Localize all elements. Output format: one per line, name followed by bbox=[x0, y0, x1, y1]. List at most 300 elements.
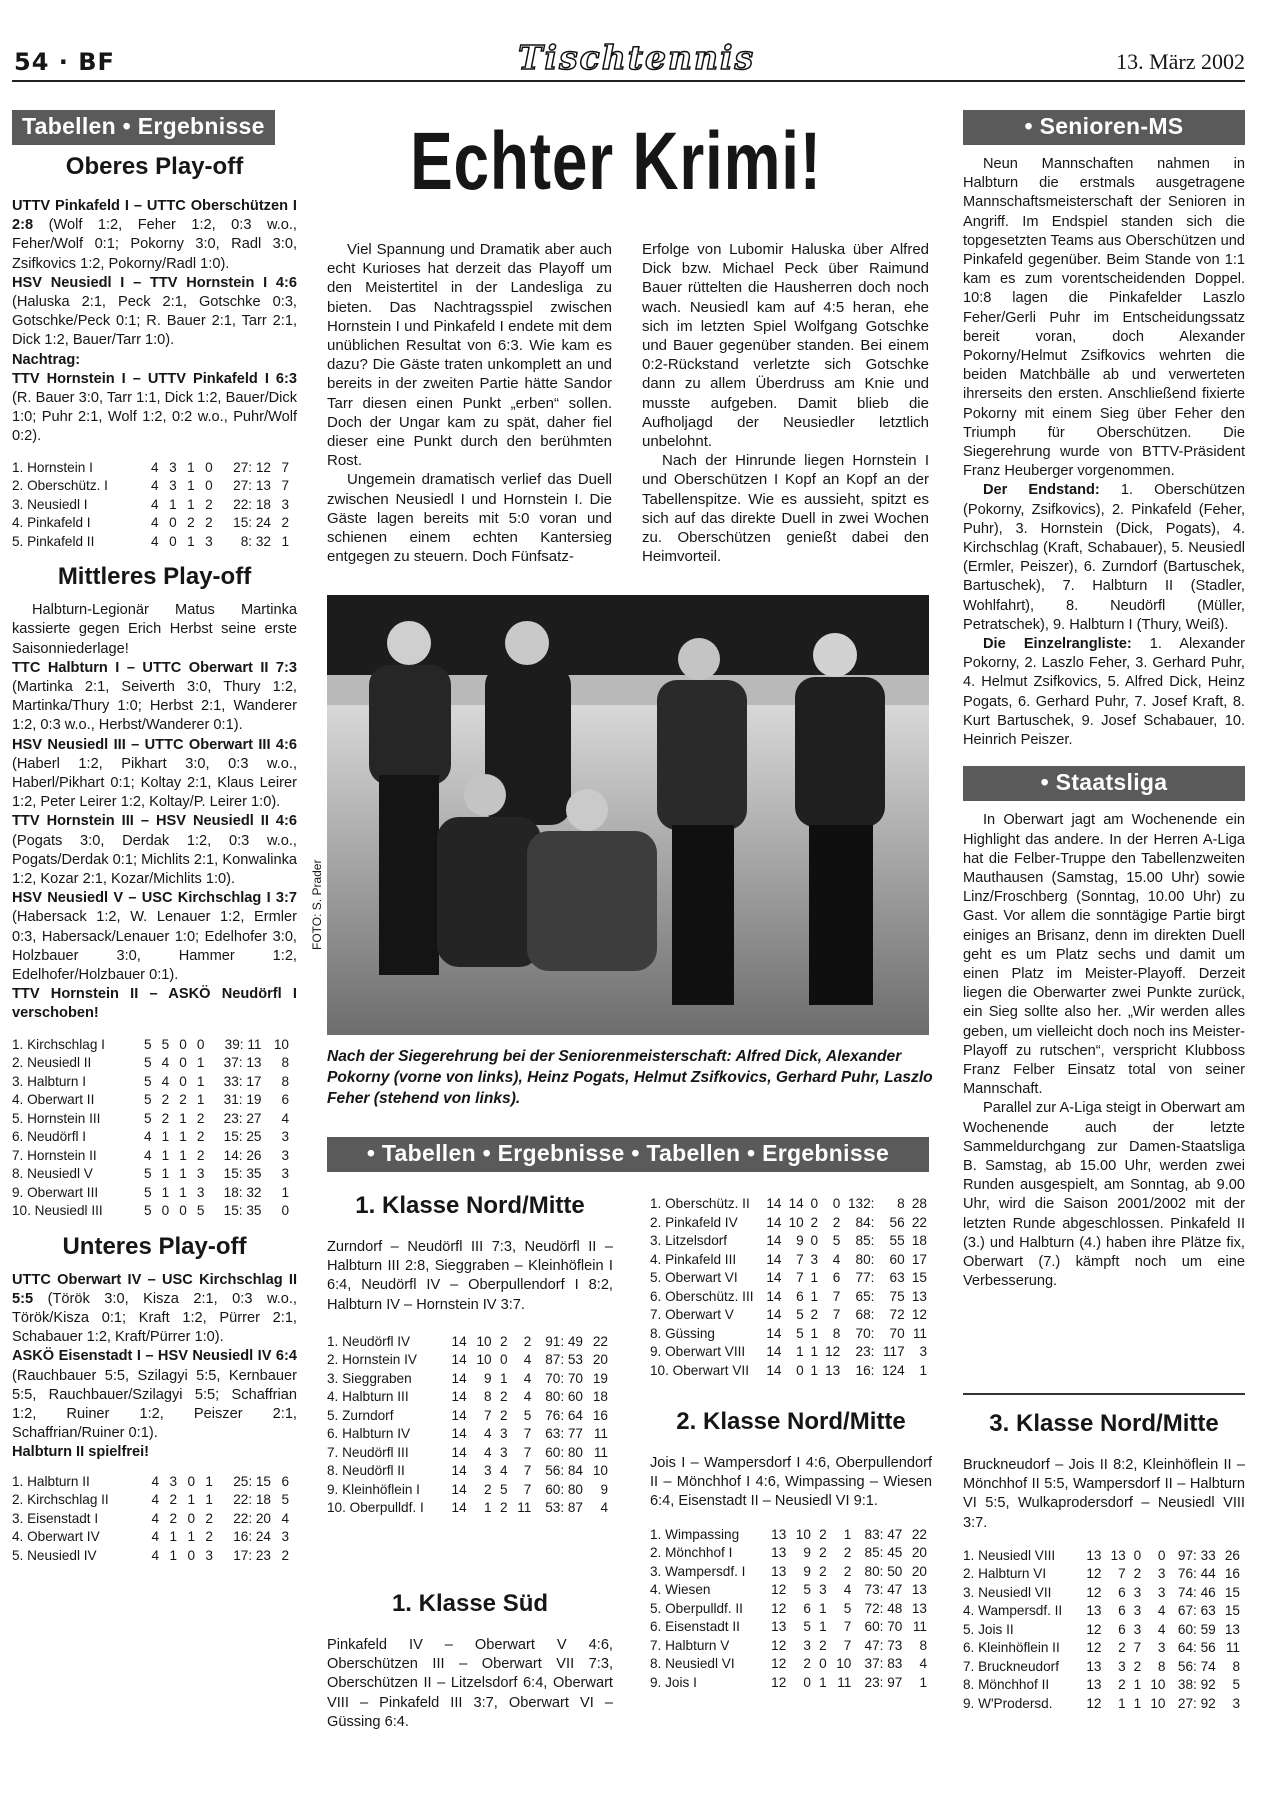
stat-cell: 2 bbox=[205, 496, 213, 512]
stat-cell: 4 bbox=[500, 1463, 508, 1479]
stat-cell: 132: bbox=[847, 1196, 875, 1211]
stat-cell: 4 bbox=[484, 1426, 492, 1442]
stat-cell: 1 bbox=[819, 1674, 827, 1690]
stat-cell: 1 bbox=[179, 1147, 187, 1163]
stat-cell: 5 bbox=[281, 1492, 289, 1508]
table-row bbox=[963, 1584, 1243, 1603]
stat-cell: 2 bbox=[169, 1510, 178, 1526]
stat-cell: 20 bbox=[592, 1352, 608, 1368]
stat-cell: 47: 73 bbox=[864, 1637, 903, 1653]
sued-title: 1. Klasse Süd bbox=[391, 1590, 549, 1617]
stat-cell: 72: 48 bbox=[864, 1600, 903, 1616]
staatsliga-paragraph: In Oberwart jagt am Wochenende ein Highlight das andere. In der Herren A-Liga hat die Felber-Truppe den Tabellenzweiten Mauthausen (Samstag, 15.00 Uhr) sowie Linz/Froschberg (Sonntag, 10.00 Uhr) zu Gast. Vor allem die sonntägige Partie birgt einiges an Brisanz, denn im direkten Duell geht es um Platz sechs und damit um einen Platz im Meister-Playoff. Derzeit liegen die Oberwarter zwei Punkte zurück, ein Sieg sollte also her. „Wir werden alles geben, um vielleicht doch noch ins Meister-Playoff zu rutschen“, verspricht Klubboss Franz Felber Einsatz total von seiner Mannschaft. bbox=[963, 812, 1245, 1098]
table-row bbox=[12, 1165, 292, 1184]
table-row bbox=[650, 1637, 930, 1656]
right-rule bbox=[963, 1393, 1245, 1395]
stat-cell: 8: 32 bbox=[240, 533, 271, 549]
team-name: 5. Oberpulldf. II bbox=[650, 1600, 743, 1616]
stat-cell: 2 bbox=[819, 1563, 827, 1579]
stat-cell: 12 bbox=[1086, 1621, 1102, 1637]
stat-cell: 1 bbox=[196, 1055, 205, 1071]
stat-cell: 0 bbox=[832, 1196, 841, 1211]
table-row bbox=[650, 1214, 930, 1233]
team-name: 9. Jois I bbox=[650, 1674, 697, 1690]
senioren-bar: • Senioren-MS bbox=[963, 110, 1245, 145]
stat-cell: 1 bbox=[1133, 1677, 1142, 1693]
feature-paragraph: Viel Spannung und Dramatik aber auch echt Kurioses hat derzeit das Playoff um den Meistertitel in der Landesliga zu bieten. Das Nachtragsspiel zwischen Hornstein I und Pinkafeld I endete mit dem unüblichen Resultat von 6:3. Wie kam es dazu? Die Gäste traten unkomplett an und bereits in der zweiten Partie hätte Sandor Tarr diesen einen Punkt „erben“ sollen. Doch der Ungar kam zu spät, daher fiel dieser eine Punkt durch den berühmten Rost. bbox=[327, 241, 612, 470]
stat-cell: 3 bbox=[1133, 1584, 1142, 1600]
stat-cell: 4 bbox=[919, 1656, 927, 1672]
stat-cell: 13 bbox=[771, 1619, 787, 1635]
team-name: 7. Oberwart V bbox=[650, 1307, 734, 1322]
stat-cell: 2 bbox=[484, 1481, 492, 1497]
team-name: 8. Neusiedl VI bbox=[650, 1656, 735, 1672]
stat-cell: 1 bbox=[819, 1619, 827, 1635]
stat-cell: 14 bbox=[451, 1352, 467, 1368]
result-text: (Rauchbauer 5:5, Szilagyi 5:5, Kernbauer 5:5, Rauchbauer/Szilagyi 5:5; Schaffrian 1:2, Ruiner 1:2, Peiszer 2:1, Schaffrian/Ruiner 0:1). bbox=[12, 1367, 297, 1442]
team-name: 8. Neudörfl II bbox=[327, 1463, 405, 1479]
stat-cell: 0 bbox=[810, 1196, 818, 1211]
stat-cell: 70: 70 bbox=[545, 1370, 583, 1386]
stat-cell: 7 bbox=[523, 1481, 532, 1497]
stat-cell: 2 bbox=[819, 1545, 827, 1561]
team-name: 6. Eisenstadt II bbox=[650, 1619, 740, 1635]
stat-cell: 85: bbox=[855, 1233, 875, 1248]
team-name: 4. Pinkafeld I bbox=[12, 515, 91, 531]
stat-cell: 4 bbox=[1157, 1603, 1166, 1619]
stat-cell: 2 bbox=[1133, 1658, 1142, 1674]
stat-cell: 4 bbox=[151, 478, 159, 494]
stat-cell: 2 bbox=[810, 1214, 818, 1230]
stat-cell: 74: 46 bbox=[1177, 1584, 1216, 1600]
table-row bbox=[12, 1110, 292, 1129]
stat-cell: 12 bbox=[771, 1600, 787, 1616]
team-name: 4. Wampersdf. II bbox=[963, 1603, 1063, 1619]
stat-cell: 12 bbox=[1086, 1584, 1102, 1600]
table-row bbox=[327, 1407, 611, 1426]
stat-cell: 4 bbox=[151, 533, 159, 549]
stat-cell: 14 bbox=[451, 1444, 467, 1460]
stat-cell: 4 bbox=[151, 459, 159, 475]
right-column bbox=[963, 110, 1245, 1291]
photo-credit: FOTO: S. Prader bbox=[310, 859, 324, 950]
stat-cell: 15 bbox=[911, 1270, 927, 1285]
stat-cell: 1 bbox=[819, 1600, 827, 1616]
left-section-bar: Tabellen • Ergebnisse bbox=[12, 110, 275, 145]
table-row bbox=[327, 1370, 611, 1389]
table-row bbox=[12, 1073, 292, 1092]
stat-cell: 12 bbox=[1086, 1695, 1102, 1711]
stat-cell: 0 bbox=[169, 533, 177, 549]
stat-cell: 15: 24 bbox=[233, 515, 271, 531]
stat-cell: 97: 33 bbox=[1177, 1547, 1216, 1563]
stat-cell: 14 bbox=[788, 1196, 804, 1211]
table-row bbox=[650, 1195, 930, 1214]
stat-cell: 16: 24 bbox=[233, 1529, 271, 1545]
stat-cell: 12 bbox=[1086, 1640, 1102, 1656]
team-name: 4. Halbturn III bbox=[327, 1389, 409, 1405]
stat-cell: 25: 15 bbox=[233, 1473, 271, 1489]
stat-cell: 16: bbox=[855, 1362, 875, 1378]
stat-cell: 7 bbox=[523, 1463, 532, 1479]
stat-cell: 1 bbox=[161, 1184, 170, 1200]
stat-cell: 60: 59 bbox=[1177, 1621, 1216, 1637]
stat-cell: 5 bbox=[143, 1036, 152, 1052]
stat-cell: 0 bbox=[179, 1073, 187, 1089]
stat-cell: 1 bbox=[179, 1129, 187, 1145]
stat-cell: 1 bbox=[843, 1526, 852, 1542]
stat-cell: 6 bbox=[281, 1473, 289, 1489]
team-name: 6. Oberschütz. III bbox=[650, 1288, 754, 1304]
stat-cell: 1 bbox=[187, 1529, 196, 1545]
stat-cell: 13 bbox=[911, 1288, 927, 1304]
stat-cell: 11 bbox=[517, 1500, 532, 1516]
stat-cell: 27: 92 bbox=[1177, 1695, 1216, 1711]
team-name: 2. Neusiedl II bbox=[12, 1055, 92, 1071]
stat-cell: 5 bbox=[143, 1110, 152, 1126]
team-name: 10. Oberwart VII bbox=[650, 1362, 749, 1378]
stat-cell: 8 bbox=[919, 1637, 927, 1653]
stat-cell: 1 bbox=[810, 1325, 818, 1341]
stat-cell: 13 bbox=[1224, 1621, 1240, 1637]
stat-cell: 80: bbox=[855, 1251, 875, 1267]
table-row bbox=[12, 477, 292, 496]
table-row bbox=[650, 1362, 930, 1381]
stat-cell: 7 bbox=[1118, 1566, 1126, 1582]
stat-cell: 1 bbox=[810, 1362, 818, 1378]
issue-date: 13. März 2002 bbox=[1116, 49, 1245, 74]
nord2-results: Jois I – Wampersdorf I 4:6, Oberpullendorf II – Mönchhof I 4:6, Wimpassing – Wiesen 6:4, Eisenstadt II – Neusiedl VI 9:1. bbox=[650, 1455, 932, 1510]
team-name: 4. Oberwart II bbox=[12, 1092, 95, 1108]
stat-cell: 15 bbox=[1224, 1584, 1240, 1600]
stat-cell: 1 bbox=[500, 1370, 508, 1386]
senioren-paragraph: Neun Mannschaften nahmen in Halbturn die erstmals ausgetragene Mannschaftsmeisterschaft der Senioren in Angriff. Im Endspiel standen sich die topgesetzten Teams aus Oberschützen und Pinkafeld gegenüber. Beim Stande von 1:1 kam es zum vorentscheidenden Doppel. 10:8 lagen die Pinkafelder Laszlo Feher/Gerli Puhr im Entscheidungssatz bereit voran, doch Alexander Pokorny/Helmut Zsifkovics wehrten die beiden Matchbälle ab und verwerteten ihrerseits den ersten. Anschließend fixierte Pokorny mit einem Sieg über Feher den Triumph für Oberschützen. Die Siegerehrung wurde von BTTV-Präsident Franz Heuberger vorgenommen. bbox=[963, 156, 1245, 480]
table-row bbox=[327, 1499, 611, 1518]
stat-cell: 2 bbox=[1118, 1640, 1126, 1656]
stat-cell: 0 bbox=[205, 459, 213, 475]
stat-cell: 83: 47 bbox=[864, 1526, 903, 1542]
oberes-table bbox=[12, 459, 292, 552]
stat-cell: 1 bbox=[161, 1166, 170, 1182]
nord2-block bbox=[650, 1408, 932, 1692]
stat-cell: 1 bbox=[810, 1288, 818, 1304]
team-name: 8. Mönchhof II bbox=[963, 1677, 1050, 1693]
stat-cell: 63: 77 bbox=[545, 1426, 583, 1442]
stat-cell: 0 bbox=[819, 1656, 827, 1672]
stat-cell: 13 bbox=[825, 1362, 841, 1378]
team-name: 2. Hornstein IV bbox=[327, 1352, 417, 1368]
sued-table bbox=[650, 1195, 930, 1380]
table-row bbox=[12, 459, 292, 478]
stat-cell: 2 bbox=[205, 515, 213, 531]
table-row bbox=[12, 1147, 292, 1166]
stat-cell: 14 bbox=[766, 1307, 782, 1322]
stat-cell: 2 bbox=[196, 1129, 205, 1145]
team-name: 4. Wiesen bbox=[650, 1582, 711, 1598]
stat-cell: 1 bbox=[187, 478, 195, 494]
stat-cell: 5 bbox=[143, 1203, 152, 1219]
nord3-title: 3. Klasse Nord/Mitte bbox=[989, 1410, 1219, 1437]
stat-cell: 12 bbox=[825, 1344, 841, 1359]
stat-cell: 0 bbox=[187, 1473, 196, 1489]
stat-cell: 14 bbox=[766, 1288, 782, 1304]
stat-cell: 14 bbox=[451, 1407, 467, 1423]
team-name: 6. Kleinhöflein II bbox=[963, 1640, 1060, 1656]
team-name: 3. Halbturn I bbox=[12, 1073, 87, 1089]
team-name: 7. Bruckneudorf bbox=[963, 1658, 1059, 1674]
sued-block bbox=[327, 1590, 613, 1732]
mittleres-intro: Halbturn-Legionär Matus Martinka kassierte gegen Erich Herbst seine erste Saisonniederlage! bbox=[12, 602, 297, 657]
table-row bbox=[12, 1128, 292, 1147]
stat-cell: 1 bbox=[169, 1547, 178, 1563]
stat-cell: 2 bbox=[169, 1492, 178, 1508]
stat-cell: 1 bbox=[187, 533, 195, 549]
team-name: 4. Oberwart IV bbox=[12, 1529, 100, 1545]
page-number: 54 · BF bbox=[14, 48, 115, 76]
stat-cell: 5 bbox=[143, 1073, 152, 1089]
stat-cell: 14 bbox=[766, 1251, 782, 1267]
stat-cell: 73: 47 bbox=[864, 1582, 903, 1598]
stat-cell: 14 bbox=[766, 1270, 782, 1285]
team-name: 5. Zurndorf bbox=[327, 1407, 394, 1423]
stat-cell: 4 bbox=[151, 1492, 160, 1508]
stat-cell: 1 bbox=[179, 1110, 187, 1126]
stat-cell: 64: 56 bbox=[1177, 1640, 1216, 1656]
stat-cell: 3 bbox=[819, 1582, 827, 1598]
table-row bbox=[327, 1388, 611, 1407]
table-row bbox=[650, 1655, 930, 1674]
stat-cell: 10 bbox=[476, 1333, 492, 1349]
stat-cell: 13 bbox=[911, 1600, 927, 1616]
result-heading: HSV Neusiedl III – UTTC Oberwart III 4:6 bbox=[12, 736, 297, 753]
stat-cell: 75 bbox=[889, 1288, 905, 1304]
stat-cell: 4 bbox=[523, 1370, 532, 1386]
stat-cell: 11 bbox=[912, 1325, 927, 1341]
table-row bbox=[12, 1547, 292, 1566]
stat-cell: 2 bbox=[187, 515, 195, 531]
team-name: 1. Halbturn II bbox=[12, 1473, 90, 1489]
stat-cell: 23: 97 bbox=[864, 1674, 903, 1690]
stat-cell: 7 bbox=[832, 1288, 841, 1304]
stat-cell: 5 bbox=[803, 1582, 811, 1598]
stat-cell: 3 bbox=[281, 1147, 289, 1163]
stat-cell: 3 bbox=[281, 496, 289, 512]
table-row bbox=[12, 533, 292, 552]
stat-cell: 4 bbox=[832, 1251, 841, 1267]
stat-cell: 6 bbox=[796, 1288, 804, 1304]
stat-cell: 7 bbox=[484, 1407, 492, 1423]
stat-cell: 2 bbox=[1133, 1566, 1142, 1582]
stat-cell: 10 bbox=[836, 1656, 852, 1672]
team-name: 1. Kirchschlag I bbox=[12, 1036, 105, 1052]
stat-cell: 1 bbox=[187, 459, 195, 475]
stat-cell: 1 bbox=[187, 1492, 196, 1508]
table-row bbox=[327, 1462, 611, 1481]
stat-cell: 2 bbox=[819, 1637, 827, 1653]
team-name: 3. Sieggraben bbox=[327, 1370, 412, 1386]
stat-cell: 16 bbox=[1224, 1566, 1240, 1582]
result-heading: TTV Hornstein I – UTTV Pinkafeld I 6:3 bbox=[12, 370, 297, 387]
stat-cell: 4 bbox=[1157, 1621, 1166, 1637]
team-name: 7. Hornstein II bbox=[12, 1147, 97, 1163]
stat-cell: 91: 49 bbox=[545, 1333, 583, 1349]
stat-cell: 2 bbox=[196, 1110, 205, 1126]
stat-cell: 1 bbox=[179, 1166, 187, 1182]
stat-cell: 8 bbox=[281, 1055, 289, 1071]
table-row bbox=[650, 1343, 930, 1362]
stat-cell: 4 bbox=[281, 1510, 289, 1526]
stat-cell: 14 bbox=[766, 1344, 782, 1359]
nord2-title: 2. Klasse Nord/Mitte bbox=[676, 1408, 906, 1435]
stat-cell: 1 bbox=[281, 533, 289, 549]
section-title: Tischtennis bbox=[518, 38, 756, 77]
stat-cell: 3 bbox=[281, 1166, 289, 1182]
team-name: 9. Oberwart III bbox=[12, 1184, 99, 1200]
stat-cell: 1 bbox=[1133, 1695, 1142, 1711]
table-row bbox=[963, 1547, 1243, 1566]
nord3-block bbox=[963, 1410, 1245, 1713]
stat-cell: 9 bbox=[803, 1545, 811, 1561]
stat-cell: 7 bbox=[281, 478, 289, 494]
team-name: 6. Halbturn IV bbox=[327, 1426, 411, 1442]
stat-cell: 0 bbox=[187, 1510, 196, 1526]
stat-cell: 17: 23 bbox=[233, 1547, 271, 1563]
stat-cell: 85: 45 bbox=[864, 1545, 903, 1561]
stat-cell: 1 bbox=[179, 1184, 187, 1200]
stat-cell: 1 bbox=[196, 1092, 205, 1108]
sued-results: Pinkafeld IV – Oberwart V 4:6, Oberschützen III – Oberwart VII 7:3, Oberschützen II – Litzelsdorf 6:4, Oberwart VIII – Pinkafeld III 3:7, Oberwart VI – Güssing 6:4. bbox=[327, 1637, 613, 1730]
table-row bbox=[650, 1269, 930, 1288]
result-text: (Török 3:0, Kisza 2:1, 0:3 w.o., Török/Kisza 0:1; Kraft 1:2, Pürrer 2:1, Schabauer 1:2, Kraft/Pürrer 1:0). bbox=[12, 1290, 297, 1346]
stat-cell: 7 bbox=[796, 1251, 804, 1267]
team-name: 5. Neusiedl IV bbox=[12, 1547, 97, 1563]
stat-cell: 15: 35 bbox=[223, 1203, 262, 1219]
stat-cell: 0 bbox=[179, 1055, 187, 1071]
stat-cell: 3 bbox=[169, 478, 177, 494]
stat-cell: 5 bbox=[143, 1166, 152, 1182]
oberes-title: Oberes Play-off bbox=[65, 153, 244, 180]
stat-cell: 6 bbox=[1118, 1603, 1126, 1619]
stat-cell: 22 bbox=[592, 1333, 608, 1349]
stat-cell: 84: bbox=[855, 1214, 875, 1230]
stat-cell: 11 bbox=[593, 1426, 608, 1442]
table-row bbox=[650, 1288, 930, 1307]
stat-cell: 22 bbox=[911, 1526, 927, 1542]
nord3-table bbox=[963, 1547, 1243, 1714]
table-row bbox=[650, 1526, 930, 1545]
stat-cell: 4 bbox=[151, 1473, 160, 1489]
stat-cell: 22 bbox=[911, 1214, 927, 1230]
stat-cell: 6 bbox=[832, 1270, 841, 1285]
stat-cell: 14 bbox=[766, 1325, 782, 1341]
table-row bbox=[12, 1491, 292, 1510]
stat-cell: 4 bbox=[281, 1110, 289, 1126]
stat-cell: 0 bbox=[500, 1352, 508, 1368]
stat-cell: 0 bbox=[179, 1203, 187, 1219]
stat-cell: 6 bbox=[1118, 1584, 1126, 1600]
table-row bbox=[650, 1232, 930, 1251]
stat-cell: 5 bbox=[161, 1036, 170, 1052]
team-name: 9. Kleinhöflein I bbox=[327, 1481, 420, 1497]
stat-cell: 3 bbox=[1157, 1584, 1166, 1600]
stat-cell: 13 bbox=[1110, 1547, 1126, 1563]
stat-cell: 3 bbox=[919, 1344, 927, 1359]
stat-cell: 3 bbox=[810, 1251, 818, 1267]
left-column bbox=[12, 110, 297, 1565]
table-row bbox=[12, 496, 292, 515]
stat-cell: 7 bbox=[523, 1426, 532, 1442]
stat-cell: 28 bbox=[911, 1196, 927, 1211]
stat-cell: 1 bbox=[161, 1129, 170, 1145]
stat-cell: 7 bbox=[843, 1619, 852, 1635]
team-photo bbox=[327, 595, 929, 1035]
nord3-results: Bruckneudorf – Jois II 8:2, Kleinhöflein II – Mönchhof II 5:5, Wampersdorf II – Halbturn VI 5:5, Wulkaprodersdorf – Neusiedl VIII 3:7. bbox=[963, 1457, 1245, 1531]
stat-cell: 14 bbox=[451, 1370, 467, 1386]
table-row bbox=[650, 1600, 930, 1619]
stat-cell: 1 bbox=[484, 1500, 492, 1516]
team-name: 5. Hornstein III bbox=[12, 1110, 101, 1126]
stat-cell: 13 bbox=[1086, 1547, 1102, 1563]
stat-cell: 1 bbox=[161, 1147, 170, 1163]
staatsliga-bar: • Staatsliga bbox=[963, 766, 1245, 801]
table-row bbox=[963, 1639, 1243, 1658]
stat-cell: 2 bbox=[843, 1545, 852, 1561]
nord1-table bbox=[327, 1333, 611, 1518]
stat-cell: 76: 44 bbox=[1177, 1566, 1216, 1582]
stat-cell: 14 bbox=[451, 1481, 467, 1497]
table-row bbox=[12, 1036, 292, 1055]
stat-cell: 60: 70 bbox=[864, 1619, 903, 1635]
nord1-block bbox=[327, 1192, 613, 1518]
stat-cell: 14 bbox=[451, 1500, 467, 1516]
table-row bbox=[12, 1528, 292, 1547]
stat-cell: 14 bbox=[766, 1362, 782, 1378]
stat-cell: 5 bbox=[143, 1184, 152, 1200]
stat-cell: 55 bbox=[889, 1233, 905, 1248]
stat-cell: 15 bbox=[1224, 1603, 1240, 1619]
table-row bbox=[650, 1563, 930, 1582]
stat-cell: 13 bbox=[771, 1526, 787, 1542]
stat-cell: 0 bbox=[281, 1203, 289, 1219]
stat-cell: 4 bbox=[843, 1582, 852, 1598]
stat-cell: 8 bbox=[832, 1325, 841, 1341]
team-name: 10. Oberpulldf. I bbox=[327, 1500, 424, 1516]
mittleres-title: Mittleres Play-off bbox=[57, 563, 252, 591]
stat-cell: 10 bbox=[1150, 1677, 1166, 1693]
stat-cell: 2 bbox=[161, 1092, 170, 1108]
stat-cell: 1 bbox=[919, 1674, 927, 1690]
stat-cell: 14 bbox=[451, 1389, 467, 1405]
result-heading: ASKÖ Eisenstadt I – HSV Neusiedl IV 6:4 bbox=[12, 1348, 297, 1365]
stat-cell: 4 bbox=[523, 1352, 532, 1368]
stat-cell: 56: 84 bbox=[545, 1463, 583, 1479]
table-row bbox=[963, 1565, 1243, 1584]
table-row bbox=[12, 1510, 292, 1529]
result-text: (Haberl 1:2, Pikhart 3:0, 0:3 w.o., Haberl/Pikhart 0:1; Koltay 2:1, Klaus Leirer 1:2, Peter Leirer 1:2, Koltay/P. Leirer 1:0). bbox=[12, 755, 297, 811]
result-heading: TTC Halbturn I – UTTC Oberwart II 7:3 bbox=[12, 659, 297, 676]
staatsliga-paragraph: Parallel zur A-Liga steigt in Oberwart am Wochenende auch der letzte Sammeldurchgang zur Damen-Staatsliga B. Samstag, ab 15.00 Uhr, werden zwei Runden ausgespielt, am Sonntag, ab 9.00 Uhr, wird die Saison 2001/2002 mit der letzten Runde abgeschlossen. Pinkafeld II (3.) und Halbturn (4.) haben ihre Plätze fix, Oberwart (7.) kämpft noch um eine Verbesserung. bbox=[963, 1100, 1245, 1290]
result-heading: Nachtrag: bbox=[12, 351, 81, 368]
stat-cell: 2 bbox=[205, 1510, 213, 1526]
result-heading: HSV Neusiedl I – TTV Hornstein I 4:6 bbox=[12, 274, 297, 291]
team-name: 1. Hornstein I bbox=[12, 459, 93, 475]
stat-cell: 80: 60 bbox=[545, 1389, 583, 1405]
team-photo-image bbox=[327, 595, 929, 1035]
stat-cell: 2 bbox=[281, 515, 289, 531]
stat-cell: 3 bbox=[1157, 1640, 1166, 1656]
stat-cell: 20 bbox=[911, 1563, 927, 1579]
stat-cell: 2 bbox=[1118, 1677, 1126, 1693]
